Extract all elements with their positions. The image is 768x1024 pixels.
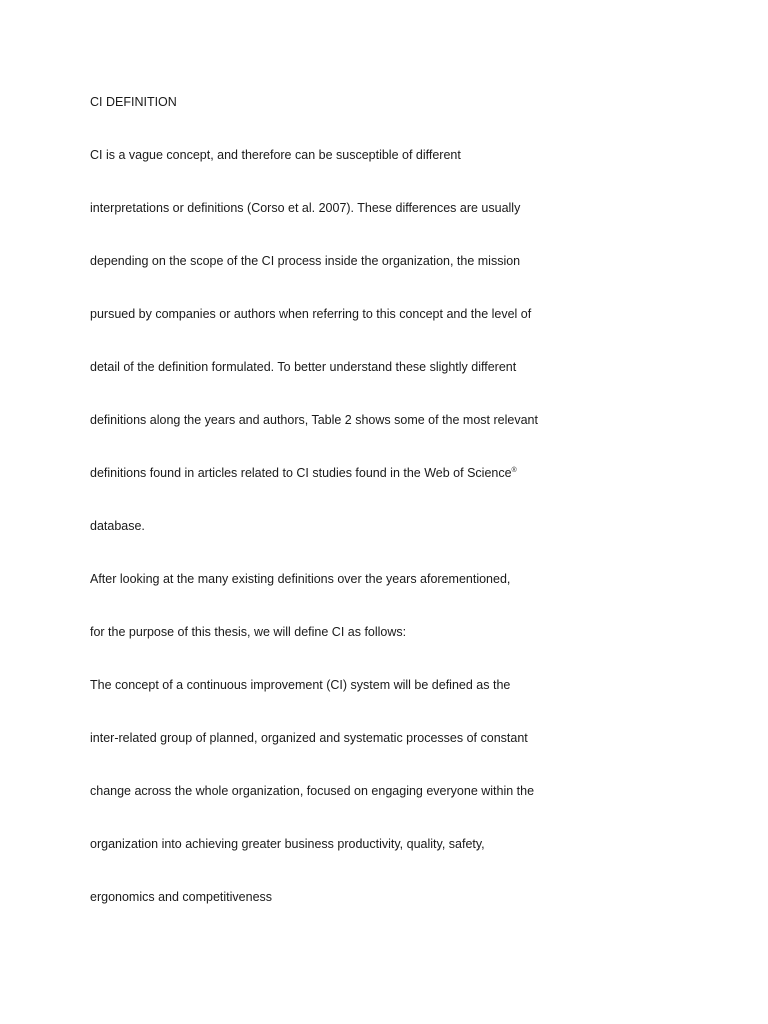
paragraph-line-text: definitions found in articles related to CI studies found in the Web of Science xyxy=(90,466,512,480)
paragraph-line: interpretations or definitions (Corso et al. 2007). These differences are usually xyxy=(90,201,521,215)
paragraph-line: inter-related group of planned, organized and systematic processes of constant xyxy=(90,731,528,745)
paragraph-line: After looking at the many existing definitions over the years aforementioned, xyxy=(90,572,511,586)
paragraph-line-with-mark xyxy=(90,465,517,481)
paragraph-line: change across the whole organization, focused on engaging everyone within the xyxy=(90,784,535,798)
registered-mark: ® xyxy=(511,467,517,474)
paragraph-line: The concept of a continuous improvement (CI) system will be defined as the xyxy=(90,678,511,692)
paragraph-line: organization into achieving greater business productivity, quality, safety, xyxy=(90,837,485,851)
paragraph-line: detail of the definition formulated. To better understand these slightly different xyxy=(90,360,517,374)
paragraph-line: CI is a vague concept, and therefore can be susceptible of different xyxy=(90,148,461,162)
paragraph-line: for the purpose of this thesis, we will define CI as follows: xyxy=(90,625,407,639)
section-heading: CI DEFINITION xyxy=(90,95,177,109)
paragraph-line: definitions along the years and authors, Table 2 shows some of the most relevant xyxy=(90,413,538,427)
paragraph-line: database. xyxy=(90,519,145,533)
paragraph-line: depending on the scope of the CI process inside the organization, the mission xyxy=(90,254,521,268)
paragraph-line: ergonomics and competitiveness xyxy=(90,890,273,904)
paragraph-line: pursued by companies or authors when referring to this concept and the level of xyxy=(90,307,532,321)
